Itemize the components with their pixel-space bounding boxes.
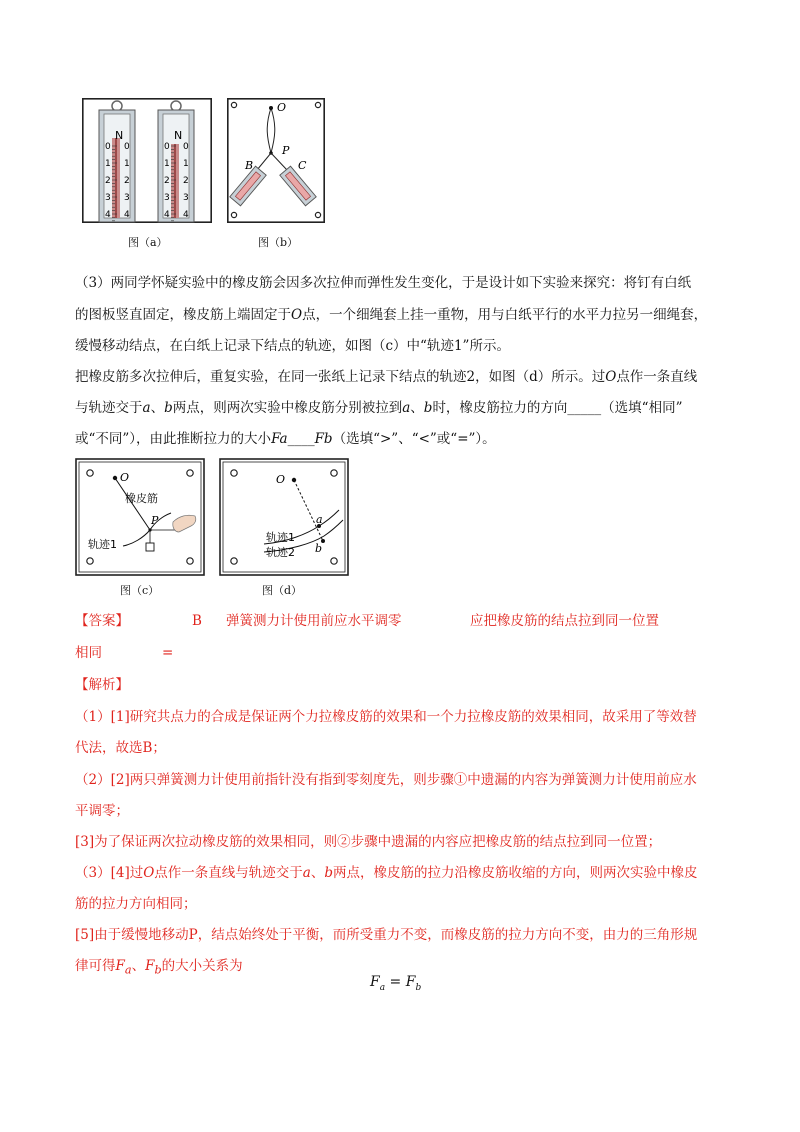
scale-tick-label: 4	[124, 210, 130, 220]
figure-c	[75, 458, 205, 576]
scale-tick-label: 0	[124, 142, 130, 152]
figure-c-drawing	[75, 458, 205, 576]
label-track-1: 轨迹1	[266, 531, 295, 544]
scale-tick-label: 3	[124, 193, 130, 203]
analysis-p2-line-2: 平调零；	[75, 803, 129, 819]
label-o: O	[276, 473, 286, 486]
answer-label: 【答案】	[75, 613, 129, 629]
label-o: O	[120, 471, 130, 484]
label-a: a	[316, 513, 323, 526]
figure-b-caption: 图（b）	[258, 236, 299, 249]
label-rubber: 橡皮筋	[125, 492, 158, 505]
figure-a-caption: 图（a）	[128, 236, 168, 249]
answer-3: 应把橡皮筋的结点拉到同一位置	[470, 613, 659, 629]
answer-2: 弹簧测力计使用前应水平调零	[226, 613, 402, 629]
q3-line-3: 缓慢移动结点，在白纸上记录下结点的轨迹，如图（c）中“轨迹1”所示。	[75, 338, 510, 354]
answer-5: =	[162, 645, 174, 661]
scale-tick-label: 2	[183, 176, 189, 186]
figure-d	[219, 458, 349, 576]
scale-tick-label: 3	[105, 193, 111, 203]
scale-tick-label: 2	[124, 176, 130, 186]
analysis-p5-line-1: [5]由于缓慢地移动P，结点始终处于平衡，而所受重力不变，而橡皮筋的拉力方向不变，由力的三角形规	[75, 927, 698, 943]
figure-a	[82, 98, 212, 223]
q3-line-1: （3）两同学怀疑实验中的橡皮筋会因多次拉伸而弹性发生变化，于是设计如下实验来探究：将钉有白纸	[75, 275, 692, 291]
figure-c-caption: 图（c）	[120, 584, 160, 597]
figure-d-caption: 图（d）	[262, 584, 303, 597]
label-track-1: 轨迹1	[88, 538, 117, 551]
scale-tick-label: 2	[105, 176, 111, 186]
label-p: P	[282, 144, 290, 157]
scale-right-unit: N	[174, 129, 183, 142]
scale-tick-label: 4	[164, 210, 170, 220]
scale-tick-label: 0	[183, 142, 189, 152]
label-o: O	[277, 101, 287, 114]
q3-line-6: 或“不同”），由此推断拉力的大小Fa____Fb（选填“>”、“<”或“=”）。	[75, 431, 496, 447]
q3-line-4: 把橡皮筋多次拉伸后，重复实验，在同一张纸上记录下结点的轨迹2，如图（d）所示。过O点作一条直线	[75, 369, 698, 385]
q3-line-2: 的图板竖直固定，橡皮筋上端固定于O点，一个细绳套上挂一重物，用与白纸平行的水平力拉另一细绳套，	[75, 307, 708, 323]
figure-a-drawing	[82, 98, 212, 223]
scale-tick-label: 0	[105, 142, 111, 152]
scale-tick-label: 1	[105, 159, 111, 169]
label-b: b	[315, 542, 323, 555]
equation: $F_a = F_b$	[370, 974, 422, 993]
analysis-p1-line-2: 代法，故选B；	[75, 740, 166, 756]
scale-tick-label: 3	[164, 193, 170, 203]
scale-tick-label: 3	[183, 193, 189, 203]
analysis-p3: [3]为了保证两次拉动橡皮筋的效果相同，则②步骤中遗漏的内容应把橡皮筋的结点拉到同一位置；	[75, 834, 662, 850]
scale-tick-label: 1	[183, 159, 189, 169]
analysis-p4-line-1: （3）[4]过O点作一条直线与轨迹交于a、b两点，橡皮筋的拉力沿橡皮筋收缩的方向，则两次实验中橡皮	[75, 865, 698, 881]
label-p: P	[151, 514, 159, 527]
analysis-p2-line-1: （2）[2]两只弹簧测力计使用前指针没有指到零刻度先，则步骤①中遗漏的内容为弹簧测力计使用前应水	[75, 772, 697, 788]
label-track-2: 轨迹2	[266, 546, 295, 559]
analysis-p5-line-2: 律可得$F_a$、$F_b$的大小关系为	[75, 958, 243, 977]
analysis-p1-line-1: （1）[1]研究共点力的合成是保证两个力拉橡皮筋的效果和一个力拉橡皮筋的效果相同，故采用了等效替	[75, 709, 697, 725]
figure-d-drawing	[219, 458, 349, 576]
scale-tick-label: 4	[105, 210, 111, 220]
answer-4: 相同	[75, 645, 102, 661]
analysis-p4-line-2: 筋的拉力方向相同；	[75, 896, 197, 912]
figure-b-drawing	[227, 98, 325, 223]
scale-tick-label: 1	[124, 159, 130, 169]
answer-1: B	[192, 613, 202, 629]
q3-line-5: 与轨迹交于a、b两点，则两次实验中橡皮筋分别被拉到a、b时，橡皮筋拉力的方向_____（选填“相同”	[75, 400, 683, 416]
scale-tick-label: 1	[164, 159, 170, 169]
analysis-label: 【解析】	[75, 677, 129, 693]
label-b: B	[245, 159, 254, 172]
scale-left-unit: N	[115, 129, 124, 142]
scale-tick-label: 0	[164, 142, 170, 152]
scale-tick-label: 4	[183, 210, 189, 220]
scale-tick-label: 2	[164, 176, 170, 186]
label-c: C	[298, 159, 307, 172]
figure-b	[227, 98, 325, 223]
